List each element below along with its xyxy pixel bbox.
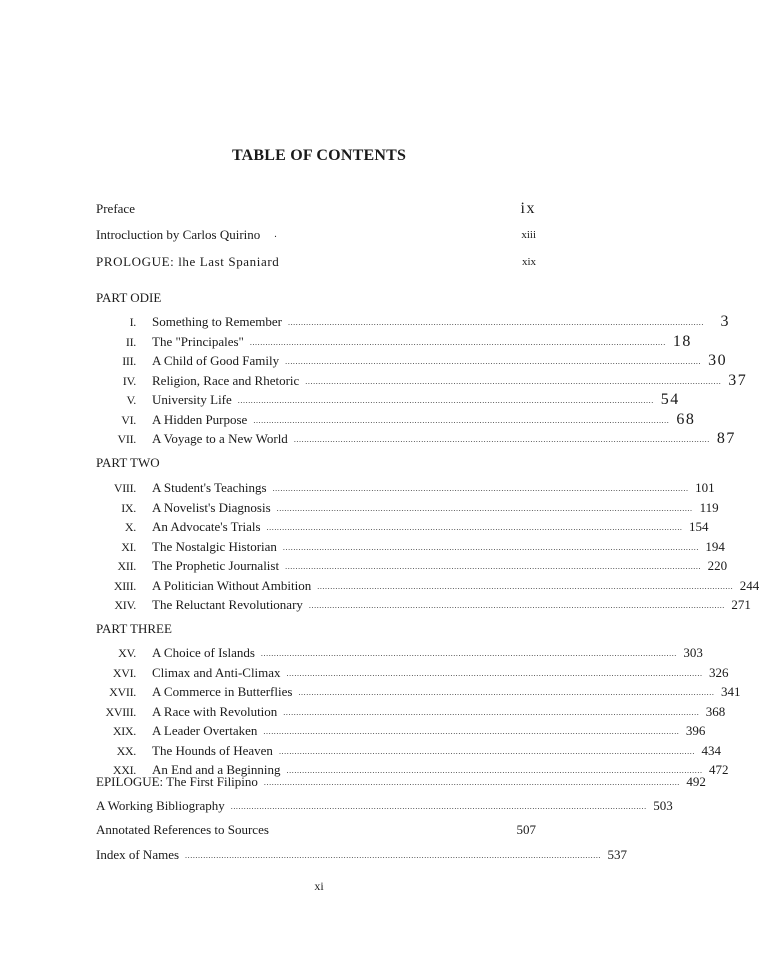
chapter-number: XVIII.: [105, 704, 136, 719]
chapter-number: X.: [124, 520, 136, 534]
chapter-page: 220: [707, 558, 728, 573]
toc-entry-references: [96, 820, 536, 838]
entry-page: xix: [521, 256, 536, 268]
chapter-page: 396: [685, 723, 706, 738]
dot-leader: ................................................................................................................................................................: [237, 396, 654, 405]
dot-leader: ................................................................................................................................................................: [260, 649, 677, 658]
chapter-title: A Commerce in Butterflies: [152, 684, 293, 699]
chapter-title: A Leader Overtaken: [152, 723, 258, 738]
dot-leader: ................................................................................................................................................................: [286, 766, 703, 775]
chapter-page: 271: [731, 597, 751, 612]
chapter-number: VIII.: [113, 481, 136, 495]
chapter-entry: [96, 390, 680, 408]
entry-page: 503: [653, 798, 673, 813]
dot-leader: ................................................................................................................................................................: [293, 435, 710, 444]
chapter-entry: [96, 741, 721, 759]
chapter-entry: [96, 332, 692, 350]
dot-leader: ................................................................................................................................................................: [278, 746, 695, 756]
chapter-entry: [96, 576, 759, 594]
chapter-page: 244: [739, 577, 759, 593]
chapter-number: XIX.: [112, 724, 136, 738]
chapter-page: 68: [676, 410, 696, 428]
chapter-page: 154: [689, 519, 709, 534]
chapter-page: 54: [660, 391, 680, 408]
dot-leader: ................................................................................................................................................................: [317, 581, 734, 591]
chapter-entry: [96, 702, 726, 720]
chapter-number: XII.: [117, 559, 136, 573]
chapter-title: A Student's Teachings: [152, 480, 267, 495]
chapter-page: 3: [720, 313, 730, 330]
part-heading: PART TWO: [96, 455, 160, 470]
chapter-title: A Child of Good Family: [152, 353, 280, 368]
chapter-entry: [96, 595, 751, 613]
chapter-page: 341: [720, 684, 741, 699]
entry-title: EPILOGUE: The First Filipino: [96, 774, 258, 789]
chapter-number: XIII.: [113, 578, 136, 593]
chapter-page: 368: [705, 703, 726, 719]
part-heading: PART THREE: [96, 621, 172, 636]
dot-leader: ................................................................................................................................................................: [282, 542, 699, 552]
chapter-entry: [96, 663, 729, 681]
dot-leader: ................................................................................................................................................................: [276, 503, 693, 513]
entry-title: PROLOGUE: lhe Last Spaniard: [96, 254, 280, 269]
chapter-page: 30: [708, 352, 728, 369]
chapter-page: 434: [701, 742, 721, 758]
toc-entry-bibliography: [96, 796, 673, 814]
dot-leader: ................................................................................................................................................................: [285, 562, 702, 571]
chapter-page: 472: [709, 762, 729, 777]
entry-title: Index of Names: [96, 847, 180, 862]
chapter-title: The "Principales": [152, 333, 244, 349]
entry-page: 537: [607, 847, 628, 862]
chapter-page: 326: [709, 664, 729, 680]
entry-page: 507: [516, 822, 536, 837]
dot-leader: ................................................................................................................................................................: [286, 668, 703, 678]
toc-entry-introduction: [96, 225, 536, 243]
chapter-number: II.: [125, 334, 136, 349]
dot-leader: ................................................................................................................................................................: [298, 688, 715, 697]
chapter-entry: [96, 498, 719, 516]
chapter-number: IV.: [122, 373, 136, 388]
entry-title: Preface: [96, 201, 135, 216]
entry-title: Introcluction by Carlos Quirino: [96, 227, 261, 242]
dot-leader: ................................................................................................................................................................: [285, 357, 702, 366]
chapter-page: 119: [699, 499, 719, 515]
chapter-entry: [96, 643, 703, 661]
entry-title: A Working Bibliography: [96, 798, 225, 813]
chapter-title: A Hidden Purpose: [152, 411, 248, 427]
chapter-page: 303: [683, 645, 703, 660]
chapter-page: 87: [716, 430, 736, 447]
chapter-number: XVI.: [112, 665, 136, 680]
chapter-title: Climax and Anti-Climax: [152, 664, 281, 680]
chapter-title: The Reluctant Revolutionary: [152, 597, 303, 612]
dot-leader: ................................................................................................................................................................: [266, 523, 683, 532]
chapter-title: An End and a Beginning: [152, 762, 281, 777]
chapter-number: XX.: [116, 743, 136, 758]
toc-entry-index: [96, 845, 628, 863]
chapter-title: The Nostalgic Historian: [152, 538, 277, 554]
chapter-page: 101: [695, 480, 715, 495]
chapter-entry: [96, 351, 728, 369]
chapter-title: The Hounds of Heaven: [152, 742, 273, 758]
chapter-page: 194: [705, 538, 725, 554]
chapter-number: XV.: [118, 646, 136, 660]
chapter-number: XXI.: [112, 763, 136, 777]
chapter-entry: [96, 429, 736, 447]
dot-leader: ................................................................................................................................................................: [253, 415, 670, 425]
dot-leader: ................................................................................................................................................................: [283, 707, 700, 717]
chapter-title: A Voyage to a New World: [152, 431, 288, 446]
dot-leader: ................................................................................................................................................................: [308, 601, 725, 610]
chapter-number: I.: [129, 315, 136, 329]
entry-title: Annotated References to Sources: [96, 822, 269, 837]
dot-leader: ................................................................................................................................................................: [263, 778, 680, 787]
dot-leader: ................................................................................................................................................................: [230, 802, 647, 811]
dot-leader: ................................................................................................................................................................: [249, 337, 666, 347]
entry-page: 492: [686, 774, 706, 789]
chapter-entry: [96, 537, 725, 555]
chapter-entry: [96, 517, 709, 535]
page-number: xi: [314, 879, 324, 893]
toc-entry-preface: [96, 199, 536, 217]
dot-leader: ................................................................................................................................................................: [305, 376, 722, 386]
chapter-title: A Novelist's Diagnosis: [152, 499, 271, 515]
chapter-number: XVII.: [109, 685, 136, 699]
chapter-title: Religion, Race and Rhetoric: [152, 372, 300, 388]
dot-leader: ................................................................................................................................................................: [185, 851, 602, 860]
chapter-title: A Choice of Islands: [152, 645, 255, 660]
chapter-number: XIV.: [114, 598, 136, 612]
chapter-page: 18: [672, 332, 692, 350]
chapter-title: A Race with Revolution: [152, 703, 278, 719]
chapter-entry: [96, 556, 728, 574]
toc-entry-epilogue: [96, 772, 706, 790]
chapter-title: University Life: [152, 392, 232, 407]
chapter-number: XI.: [121, 539, 136, 554]
chapter-entry: [96, 410, 696, 428]
chapter-title: The Prophetic Journalist: [152, 558, 280, 573]
entry-page: ix: [520, 200, 536, 217]
chapter-number: III.: [122, 354, 136, 368]
chapter-entry: [96, 721, 706, 739]
chapter-entry: [96, 478, 715, 496]
dot-leader: ................................................................................................................................................................: [272, 484, 689, 493]
chapter-number: V.: [126, 393, 136, 407]
toc-title: TABLE OF CONTENTS: [231, 147, 407, 164]
dot-leader: ................................................................................................................................................................: [287, 318, 704, 327]
dot-leader: ................................................................................................................................................................: [263, 727, 680, 736]
part-heading: PART ODIE: [96, 290, 162, 305]
stray-mark: .: [274, 229, 277, 240]
chapter-entry: [96, 312, 730, 330]
chapter-page: 37: [728, 371, 748, 389]
chapter-number: VII.: [117, 432, 136, 446]
chapter-number: IX.: [121, 500, 136, 515]
chapter-title: An Advocate's Trials: [152, 519, 261, 534]
toc-entry-prologue: [96, 252, 536, 270]
chapter-number: VI.: [121, 412, 136, 427]
chapter-title: A Politician Without Ambition: [152, 577, 312, 593]
chapter-entry: [96, 682, 741, 700]
entry-page: xiii: [521, 229, 536, 241]
chapter-title: Something to Remember: [152, 314, 282, 329]
chapter-entry: [96, 371, 748, 389]
